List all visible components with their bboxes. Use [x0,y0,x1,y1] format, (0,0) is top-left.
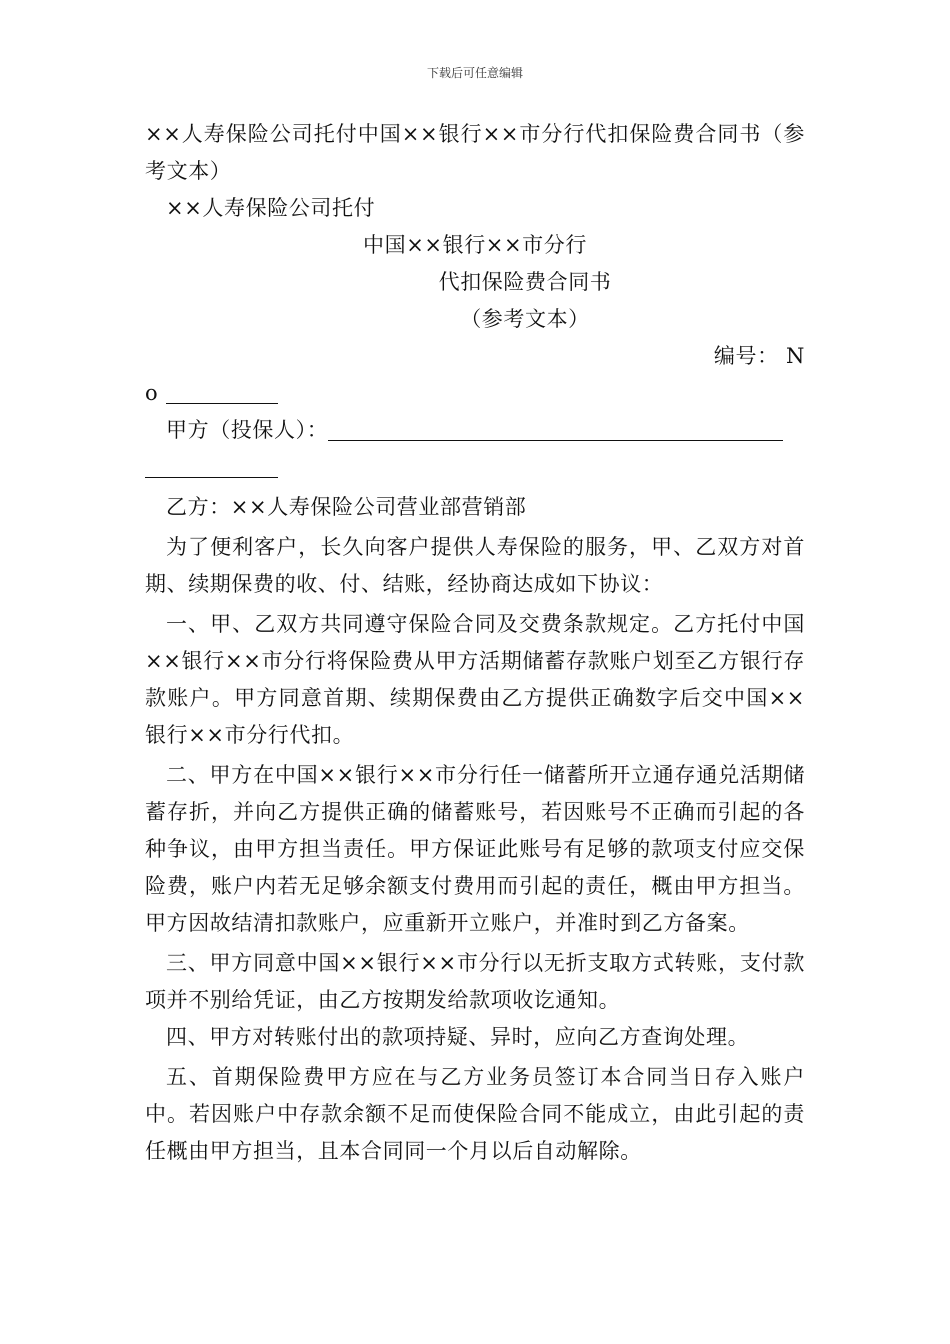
number-label: 编号： [713,344,779,368]
title-line-1: ××人寿保险公司托付 [166,196,376,220]
intro-paragraph: 为了便利客户，长久向客户提供人寿保险的服务，甲、乙双方对首期、续期保费的收、付、结账，经协商达成如下协议： [145,535,805,596]
party-a-blank-2 [145,451,278,478]
party-a-line [145,412,805,449]
clause-5: 五、首期保险费甲方应在与乙方业务员签订本合同当日存入账户中。若因账户中存款余额不足而使保险合同不能成立，由此引起的责任概由甲方担当，且本合同同一个月以后自动解除。 [145,1065,805,1163]
title-line-2: 中国××银行××市分行 [363,233,587,257]
title-line-3: 代扣保险费合同书 [438,270,612,294]
contract-number-line [145,338,805,375]
number-prefix: N [786,344,805,368]
clause-3: 三、甲方同意中国××银行××市分行以无折支取方式转账，支付款项并不别给凭证，由乙方按期发给款项收讫通知。 [145,951,805,1012]
title-line-4: （参考文本） [460,307,590,331]
party-a-blank [328,414,783,441]
party-a-label: 甲方（投保人）： [166,418,329,442]
number-suffix: o [145,381,159,405]
contract-number-continuation [145,375,805,412]
party-b-line: 乙方：××人寿保险公司营业部营销部 [166,495,527,519]
document-body [145,116,805,1170]
page-header-note: 下载后可任意编辑 [426,66,523,80]
document-full-title: ××人寿保险公司托付中国××银行××市分行代扣保险费合同书（参考文本） [145,122,805,183]
clause-1: 一、甲、乙双方共同遵守保险合同及交费条款规定。乙方托付中国××银行××市分行将保险费从甲方活期储蓄存款账户划至乙方银行存款账户。甲方同意首期、续期保费由乙方提供正确数字后交中国××银行××市分行代扣。 [145,612,805,747]
number-blank [166,377,278,404]
clause-2: 二、甲方在中国××银行××市分行任一储蓄所开立通存通兑活期储蓄存折，并向乙方提供正确的储蓄账号，若因账号不正确而引起的各种争议，由甲方担当责任。甲方保证此账号有足够的款项支付应交保险费，账户内若无足够余额支付费用而引起的责任，概由甲方担当。甲方因故结清扣款账户，应重新开立账户，并准时到乙方备案。 [145,763,805,935]
clause-4: 四、甲方对转账付出的款项持疑、异时，应向乙方查询处理。 [166,1025,750,1049]
party-a-blank-continuation [145,449,805,486]
